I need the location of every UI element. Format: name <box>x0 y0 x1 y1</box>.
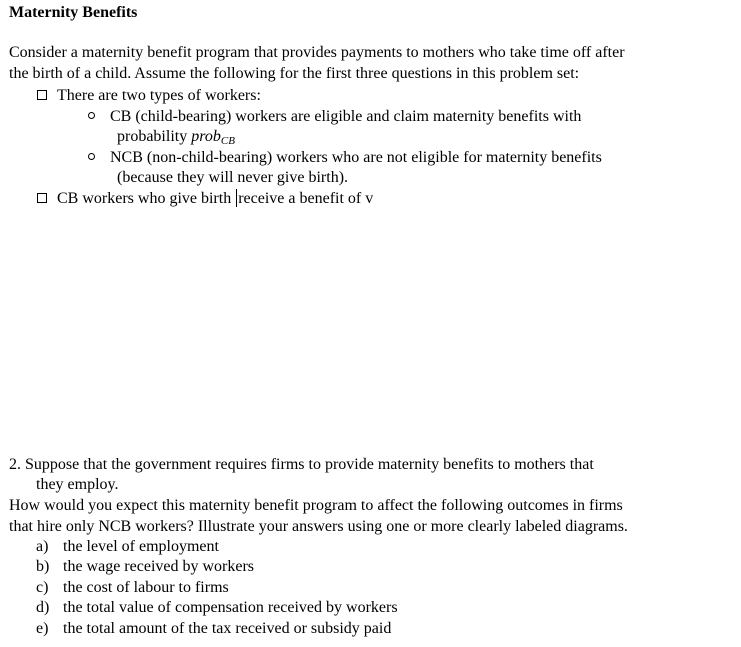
sub-bullet-cb-text: CB (child-bearing) workers are eligible and claim maternity benefits with <box>110 108 582 125</box>
sub-bullet-cb-line2: probability prob$_{CB}$ <box>117 128 235 147</box>
prompt-line-2: that hire only NCB workers? Illustrate your answers using one or more clearly labeled diagrams. <box>9 517 628 535</box>
bullet-text-before: CB workers who give birth <box>57 190 236 207</box>
list-item: b) the wage received by workers <box>36 558 255 575</box>
question-2-line1: 2. Suppose that the government requires firms to provide maternity benefits to mothers that <box>9 456 594 473</box>
list-item: d) the total value of compensation received by workers <box>36 599 398 616</box>
sub-bullet-cb <box>88 107 581 128</box>
question-2-line2: they employ. <box>36 476 119 493</box>
square-bullet-icon <box>37 193 47 203</box>
list-item: a) the level of employment <box>36 538 219 555</box>
intro-line-1: Consider a maternity benefit program that provides payments to mothers who take time off after <box>9 44 625 61</box>
sub-bullet-ncb-text: NCB (non-child-bearing) workers who are not eligible for maternity benefits <box>110 149 602 166</box>
list-item: c) the cost of labour to firms <box>36 579 229 596</box>
sub-bullet-ncb-line2: (because they will never give birth). <box>117 169 349 186</box>
intro-paragraph <box>9 43 734 84</box>
prob-variable: prob <box>191 128 221 145</box>
list-item: e) the total amount of the tax received or subsidy paid <box>36 620 392 637</box>
bullet-text: There are two types of workers: <box>57 87 261 104</box>
circle-bullet-icon <box>88 153 95 160</box>
circle-bullet-icon <box>88 112 95 119</box>
page-title: Maternity Benefits <box>9 4 138 21</box>
intro-line-2: the birth of a child. Assume the following for the first three questions in this problem set: <box>9 64 580 82</box>
bullet-cb-benefit <box>37 189 373 210</box>
bullet-workers-types <box>37 86 261 107</box>
prob-subscript: CB <box>220 135 235 147</box>
question-prompt <box>9 496 734 537</box>
bullet-text-after: receive a benefit of v <box>238 190 374 207</box>
prompt-line-1: How would you expect this maternity benefit program to affect the following outcomes in firms <box>9 497 623 514</box>
square-bullet-icon <box>37 90 47 100</box>
sub-bullet-ncb <box>88 148 602 169</box>
